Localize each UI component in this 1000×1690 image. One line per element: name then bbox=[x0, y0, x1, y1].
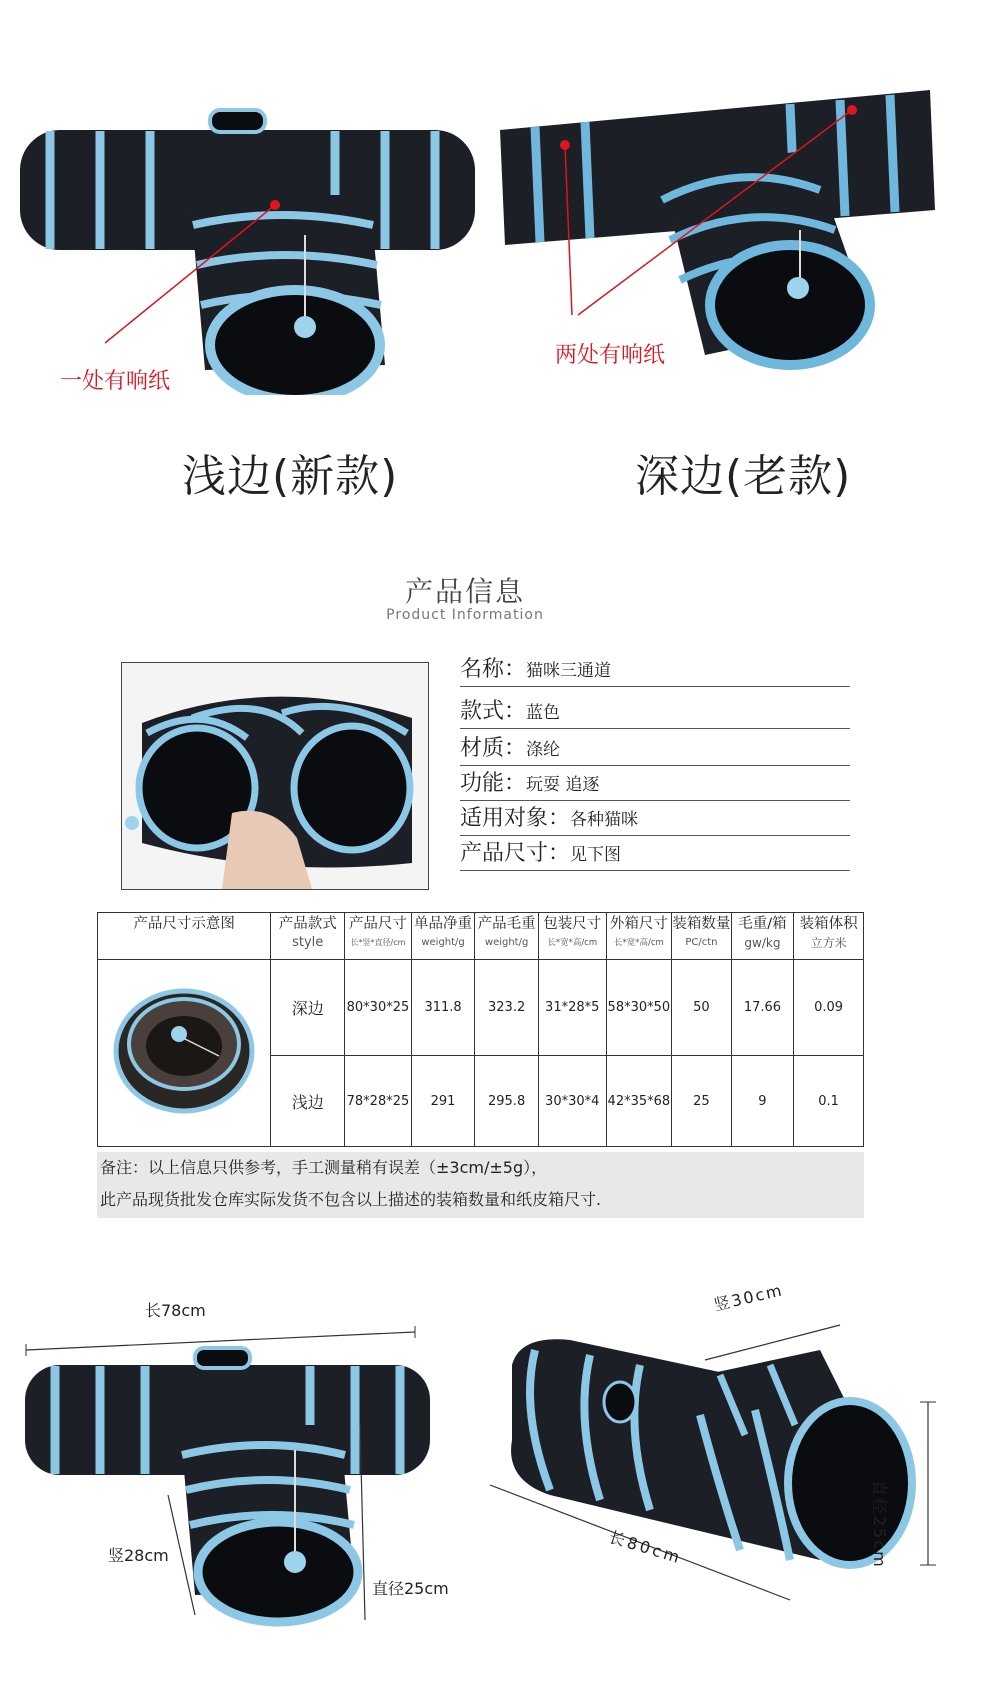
info-label: 款式 bbox=[460, 699, 505, 724]
info-separator: ： bbox=[504, 771, 527, 796]
table-row bbox=[98, 960, 864, 1056]
note-line: 此产品现货批发仓库实际发货不包含以上描述的装箱数量和纸皮箱尺寸. bbox=[100, 1190, 602, 1209]
table-cell: 58*30*50 bbox=[606, 960, 672, 1056]
info-separator: ： bbox=[504, 657, 527, 682]
label-left-height: 竖28cm bbox=[108, 1546, 169, 1565]
caption-new: 浅边(新款) bbox=[182, 451, 399, 502]
info-separator: ： bbox=[504, 736, 527, 761]
info-row-target bbox=[460, 801, 850, 836]
label-right-height: 竖30cm bbox=[711, 1280, 786, 1315]
info-value: 猫咪三通道 bbox=[526, 661, 612, 681]
table-cell: 323.2 bbox=[475, 960, 539, 1056]
table-header: 产品款式 style bbox=[271, 913, 345, 960]
table-header: 单品净重 weight/g bbox=[411, 913, 475, 960]
table-header: 产品毛重 weight/g bbox=[475, 913, 539, 960]
size-diagram-cell bbox=[98, 960, 271, 1147]
table-header: 包装尺寸 长*宽*高/cm bbox=[538, 913, 606, 960]
table-cell: 311.8 bbox=[411, 960, 475, 1056]
table-cell: 30*30*4 bbox=[538, 1056, 606, 1147]
label-left-length: 长78cm bbox=[145, 1301, 206, 1320]
table-cell: 31*28*5 bbox=[538, 960, 606, 1056]
tunnel-thumbnail bbox=[109, 976, 259, 1126]
label-right-diameter: 直径25cm bbox=[870, 1480, 889, 1569]
section-subtitle: Product Information bbox=[386, 607, 544, 623]
table-cell: 0.1 bbox=[794, 1056, 864, 1147]
info-row-name bbox=[460, 652, 850, 687]
info-label: 产品尺寸 bbox=[460, 841, 549, 866]
callout-right: 两处有响纸 bbox=[555, 343, 666, 368]
table-cell: 42*35*68 bbox=[606, 1056, 672, 1147]
tunnel-photo-new bbox=[15, 95, 485, 395]
table-cell: 80*30*25 bbox=[345, 960, 412, 1056]
info-label: 名称 bbox=[460, 657, 505, 682]
callout-left: 一处有响纸 bbox=[60, 369, 171, 394]
info-value: 涤纶 bbox=[526, 740, 561, 760]
info-row-material bbox=[460, 731, 850, 766]
table-header-row bbox=[98, 913, 864, 960]
table-cell: 0.09 bbox=[794, 960, 864, 1056]
product-photo bbox=[121, 662, 429, 890]
info-row-size bbox=[460, 836, 850, 871]
info-label: 功能 bbox=[460, 771, 505, 796]
dimension-photo-right bbox=[490, 1320, 970, 1610]
table-header: 毛重/箱 gw/kg bbox=[731, 913, 794, 960]
table-cell: 9 bbox=[731, 1056, 794, 1147]
label-right-length: 长80cm bbox=[606, 1527, 685, 1568]
table-cell: 295.8 bbox=[475, 1056, 539, 1147]
info-row-style bbox=[460, 694, 850, 729]
info-row-function bbox=[460, 766, 850, 801]
spec-table bbox=[97, 912, 864, 1147]
note-line: 备注：以上信息只供参考，手工测量稍有误差（±3cm/±5g）， bbox=[100, 1158, 548, 1177]
table-cell: 17.66 bbox=[731, 960, 794, 1056]
info-value: 蓝色 bbox=[526, 703, 561, 723]
table-header: 产品尺寸 长*竖*直径/cm bbox=[345, 913, 412, 960]
info-value: 各种猫咪 bbox=[570, 810, 639, 830]
info-label: 材质 bbox=[460, 736, 505, 761]
table-cell: 291 bbox=[411, 1056, 475, 1147]
section-title: 产品信息 bbox=[404, 575, 525, 608]
info-value: 见下图 bbox=[570, 845, 622, 865]
info-separator: ： bbox=[548, 806, 571, 831]
label-left-diameter: 直径25cm bbox=[372, 1579, 449, 1598]
table-cell: 78*28*25 bbox=[345, 1056, 412, 1147]
table-header: 产品尺寸示意图 bbox=[98, 913, 271, 960]
info-separator: ： bbox=[548, 841, 571, 866]
table-cell: 浅边 bbox=[271, 1056, 345, 1147]
caption-old: 深边(老款) bbox=[635, 451, 852, 502]
table-cell: 深边 bbox=[271, 960, 345, 1056]
table-header: 装箱体积 立方米 bbox=[794, 913, 864, 960]
table-cell: 50 bbox=[672, 960, 731, 1056]
note-box bbox=[97, 1152, 864, 1218]
table-cell: 25 bbox=[672, 1056, 731, 1147]
table-header: 外箱尺寸 长*宽*高/cm bbox=[606, 913, 672, 960]
info-separator: ： bbox=[504, 699, 527, 724]
table-header: 装箱数量 PC/ctn bbox=[672, 913, 731, 960]
info-value: 玩耍 追逐 bbox=[526, 775, 600, 795]
info-label: 适用对象 bbox=[460, 806, 549, 831]
